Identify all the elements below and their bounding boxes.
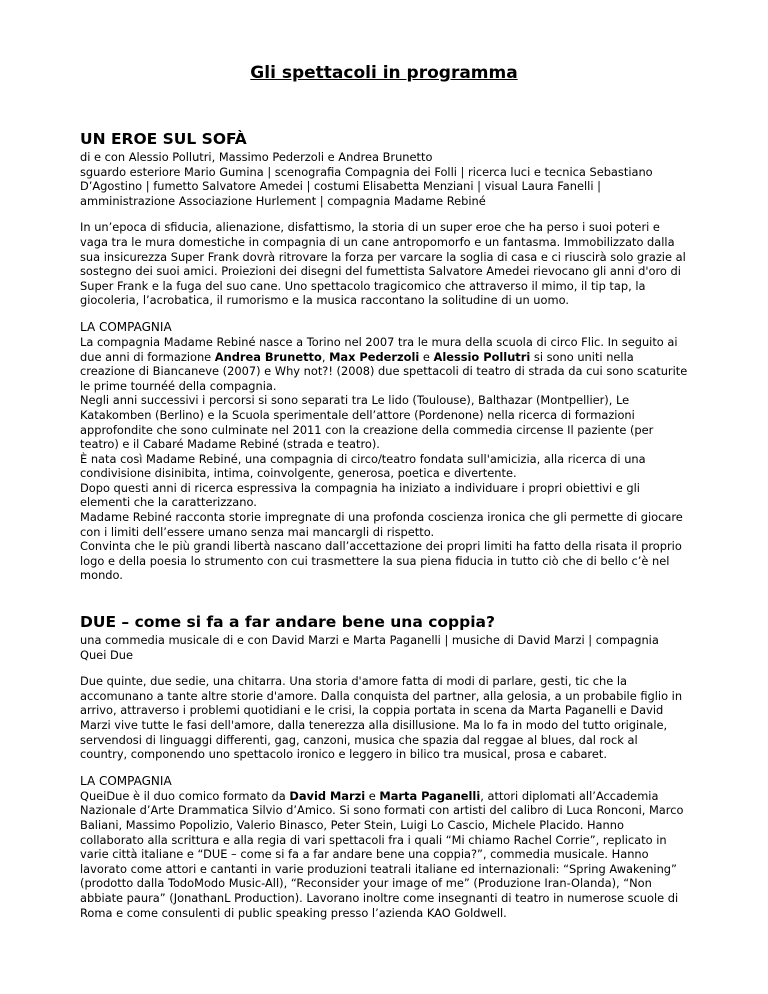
company-description [80,789,688,920]
member-name: Alessio Pollutri [433,349,531,364]
company-description [80,335,688,583]
company-text: , [321,349,330,364]
company-paragraph: Convinta che le più grandi libertà nascano dall’accettazione dei propri limiti ha fatto della risata il proprio logo e della poesia lo strumento con cui trasmettere la sua piena fiducia in tutto ciò che di bello c’è nel mondo. [80,539,682,583]
company-text: e [419,349,434,364]
company-paragraph: Madame Rebiné racconta storie impregnate di una profonda coscienza ironica che gli permette di giocare con i limiti dell’essere umano senza mai mancargli di rispetto. [80,510,683,539]
show-authors: di e con Alessio Pollutri, Massimo Pederzoli e Andrea Brunetto [80,150,433,164]
company-paragraph: È nata così Madame Rebiné, una compagnia di circo/teatro fondata sull'amicizia, alla ricerca di una condivisione disinibita, intima, coinvolgente, generosa, poetica e divertente. [80,451,646,481]
member-name: David Marzi [289,788,366,803]
show-credits: una commedia musicale di e con David Marzi e Marta Paganelli | musiche di David Marzi | compagnia Quei Due [80,633,659,662]
company-heading: LA COMPAGNIA [80,319,172,334]
member-name: Andrea Brunetto [214,349,322,364]
show-synopsis: In un’epoca di sfiducia, alienazione, disfattismo, la storia di un super eroe che ha perso i suoi poteri e vaga tra le mura domestiche in compagnia di un cane antropomorfo e un fantasma. Immobilizzato dalla sua insicurezza Super Frank dovrà ritrovare la forza per varcare la soglia di casa e ci riuscirà solo grazie al sostegno dei suoi amici. Proiezioni dei disegni del fumettista Salvatore Amedei rievocano gli anni d'oro di Super Frank e la fuga del suo cane. Uno spettacolo tragicomico che attraverso il mimo, il tip tap, la giocoleria, l’acrobatica, il rumorismo e la musica raccontano la solitudine di un uomo. [80,220,686,308]
member-name: Max Pederzoli [329,349,420,364]
company-text: si sono uniti nella creazione di Biancaneve (2007) e Why not?! (2008) due spettacoli di teatro di strada da cui sono scaturite le prime tournéé della compagnia. [80,349,688,393]
company-paragraph [80,335,688,393]
show-title: DUE – come si fa a far andare bene una coppia? [80,613,495,632]
show-credits: sguardo esteriore Mario Gumina | scenografia Compagnia dei Folli | ricerca luci e tecnica Sebastiano D’Agostino | fumetto Salvatore Amedei | costumi Elisabetta Menziani | visual Laura Fanelli | amministrazione Associazione Hurlement | compagnia Madame Rebiné [80,164,653,208]
company-text: e [365,788,380,803]
company-paragraph: Dopo questi anni di ricerca espressiva la compagnia ha iniziato a individuare i propri obiettivi e gli elementi che la caratterizzano. [80,480,640,510]
company-paragraph [80,789,688,920]
company-heading: LA COMPAGNIA [80,773,172,788]
show-section-due [80,613,688,920]
company-paragraph: Negli anni successivi i percorsi si sono separati tra Le lido (Toulouse), Balthazar (Montpellier), Le Katakomben (Berlino) e la Scuola sperimentale dell’attore (Pordenone) nella ricerca di formazioni approfondite che sono culminate nel 2011 con la creazione della commedia circense Il paziente (per teatro) e il Cabaré Madame Rebiné (strada e teatro). [80,393,654,452]
show-title: UN EROE SUL SOFÀ [80,130,247,148]
member-name: Marta Paganelli [379,788,481,803]
company-text: La compagnia Madame Rebiné nasce a Torino nel 2007 tra le mura della scuola di circo Flic. In seguito ai due anni di formazione [80,334,678,364]
company-text: QueiDue è il duo comico formato da [80,788,290,803]
company-text: , attori diplomati all’Accademia Nazionale d’Arte Drammatica Silvio d’Amico. Si sono formati con artisti del calibro di Luca Ronconi, Marco Baliani, Massimo Popolizio, Valerio Binasco, Peter Stein, Luigi Lo Cascio, Michele Placido. Hanno collaborato alla scrittura e alla regia di vari spettacoli fra i quali “Mi chiamo Rachel Corrie”, replicato in varie città italiane e “DUE – come si fa a far andare bene una coppia?”, commedia musicale. Hanno lavorato come attori e cantanti in varie produzioni teatrali italiane ed internazionali: “Spring Awakening” (prodotto dalla TodoModo Music-All), “Reconsider your image of me” (Produzione Iran-Olanda), “Non abbiate paura” (JonathanL Production). Lavorano inoltre come insegnanti di teatro in numerose scuole di Roma e come consulenti di public speaking presso l’azienda KAO Goldwell. [80,788,684,920]
document-title: Gli spettacoli in programma [250,63,518,83]
show-section-eroe-sul-sofa [80,130,688,583]
show-synopsis: Due quinte, due sedie, una chitarra. Una storia d'amore fatta di modi di parlare, gesti, tic che la accomunano a tante altre storie d'amore. Dalla conquista del partner, alla gelosia, a un probabile figlio in arrivo, attraverso i problemi quotidiani e le crisi, la coppia portata in scena da Marta Paganelli e David Marzi vive tutte le fasi dell'amore, dalla tenerezza alla disillusione. Ma lo fa in modo del tutto originale, servendosi di linguaggi differenti, gag, canzoni, musica che spazia dal reggae al blues, dal rock al country, componendo uno spettacolo ironico e leggero in bilico tra musical, prosa e cabaret. [80,674,683,762]
